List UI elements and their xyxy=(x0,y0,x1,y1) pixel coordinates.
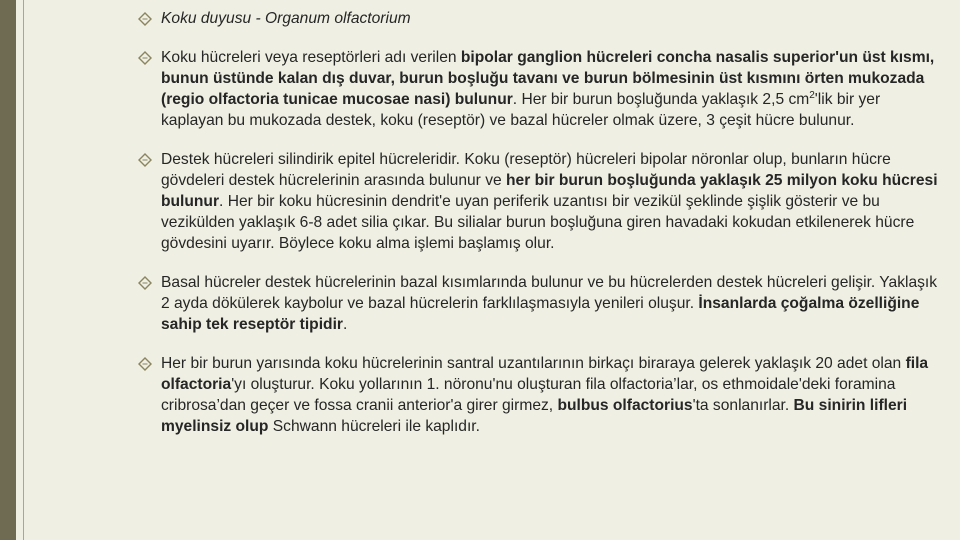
bullet-item-5 xyxy=(138,353,946,437)
text-run: Schwann hücreleri ile kaplıdır. xyxy=(268,418,480,435)
text-run: 'lik bir yer kaplayan bu mukozada destek, koku (reseptör) ve bazal hücreler olmak üzere, 3 çeşit hücre bulunur. xyxy=(161,91,881,129)
bullet-text xyxy=(161,151,938,252)
bullet-text xyxy=(161,10,411,27)
bullet-item-4 xyxy=(138,272,946,335)
text-run: her bir burun boşluğunda yaklaşık 25 milyon koku hücresi bulunur xyxy=(161,172,938,210)
text-run: Her bir burun yarısında koku hücrelerinin santral uzantılarının birkaçı biraraya gelerek yaklaşık 20 adet olan xyxy=(161,355,906,372)
left-accent-band xyxy=(0,0,16,540)
diamond-bullet-icon xyxy=(138,276,152,290)
bullet-text xyxy=(161,49,934,129)
bullet-item-1 xyxy=(138,8,946,29)
left-divider-line xyxy=(23,0,24,540)
text-run: bipolar ganglion hücreleri concha nasalis superior'un üst kısmı, bunun üstünde kalan dış duvar, burun boşluğu tavanı ve burun bölmesinin üst kısmını örten mukozada (regio olfactoria tunicae mucosae nasi) bulunur xyxy=(161,49,935,108)
diamond-bullet-icon xyxy=(138,51,152,65)
text-run: 'ta sonlanırlar. xyxy=(692,397,794,414)
text-run: Destek hücreleri silindirik epitel hücreleridir. Koku (reseptör) hücreleri bipolar nöronlar olup, bunların hücre gövdeleri destek hücrelerinin arasında bulunur ve xyxy=(161,151,891,189)
diamond-bullet-icon xyxy=(138,12,152,26)
text-run: Bu sinirin lifleri myelinsiz olup xyxy=(161,397,908,435)
text-run: . Her bir burun boşluğunda yaklaşık 2,5 cm xyxy=(512,91,810,108)
text-run: Basal hücreler destek hücrelerinin bazal kısımlarında bulunur ve bu hücrelerden destek hücreleri gelişir. Yaklaşık 2 ayda dökülerek kaybolur ve bazal hücrelerin farklılaşmasıyla yenileri oluşur. xyxy=(161,274,938,312)
text-run: . xyxy=(342,316,348,333)
bullet-text xyxy=(161,274,937,333)
diamond-bullet-icon xyxy=(138,153,152,167)
text-run: 'yı oluşturur. Koku yollarının 1. nöronu'nu oluşturan fila olfactoria’lar, os ethmoidale'deki foramina cribrosa’dan geçer ve fossa cranii anterior'a girer girmez, xyxy=(161,376,896,414)
text-run: 2 xyxy=(809,90,815,101)
text-run: Koku hücreleri veya reseptörleri adı verilen xyxy=(161,49,461,66)
bullet-item-3 xyxy=(138,149,946,254)
text-run: İnsanlarda çoğalma özelliğine sahip tek reseptör tipidir xyxy=(161,295,920,333)
slide-body xyxy=(138,8,946,455)
text-run: Koku duyusu - Organum olfactorium xyxy=(161,10,411,27)
text-run: fila olfactoria xyxy=(161,355,929,393)
text-run: bulbus olfactorius xyxy=(557,397,693,414)
diamond-bullet-icon xyxy=(138,357,152,371)
text-run: . Her bir koku hücresinin dendrit'e uyan periferik uzantısı bir vezikül şeklinde şişlik gösterir ve bu vezikülden yaklaşık 6-8 adet silia çıkar. Bu silialar burun boşluğuna giren havadaki kokudan etkilenerek hücre gövdesini uyarır. Böylece koku alma işlemi başlamış olur. xyxy=(161,193,915,252)
bullet-text xyxy=(161,355,928,435)
bullet-item-2 xyxy=(138,47,946,131)
